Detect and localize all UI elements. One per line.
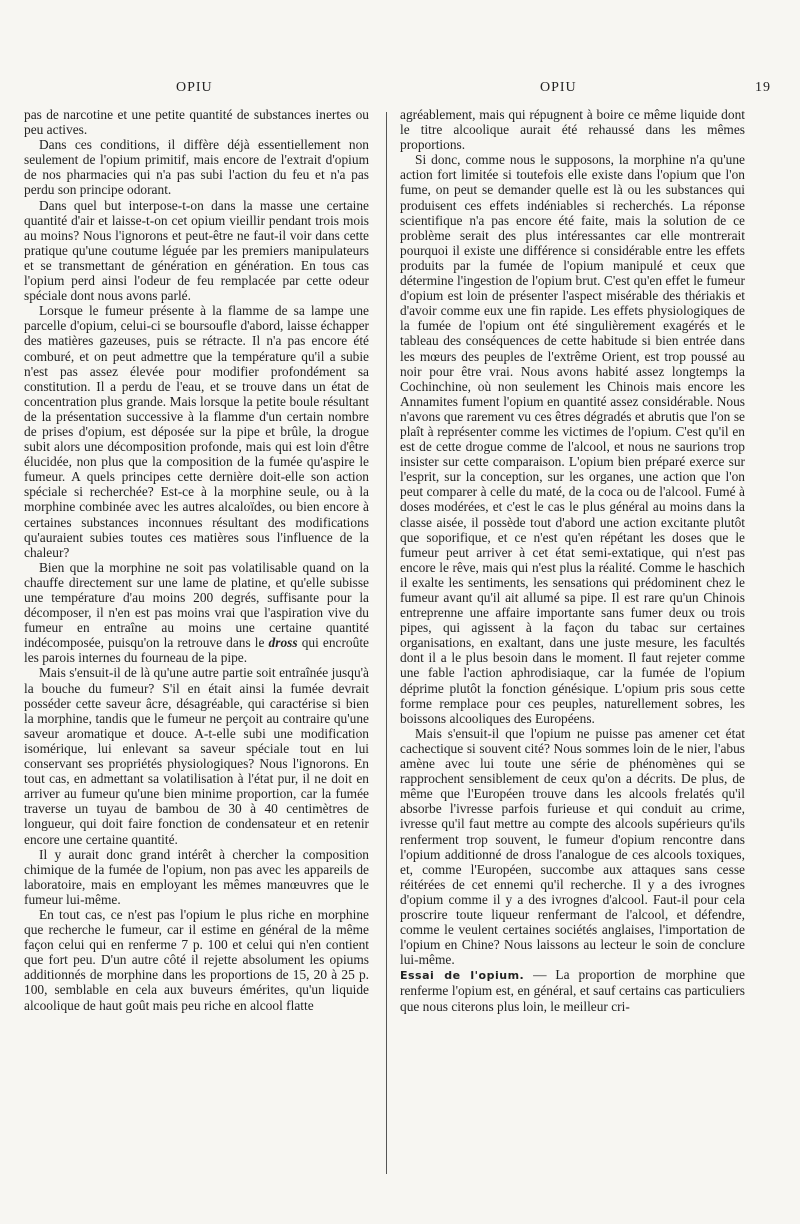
paragraph: Lorsque le fumeur présente à la flamme de sa lampe une parcelle d'opium, celui-ci se boursoufle d'abord, laisse échapper des matières gazeuses, puis se rétracte. Il n'a pas encore été comburé, et on peut admettre que la température qu'il a subie n'est pas assez élevée pour modifier profondément sa constitution. Il a perdu de l'eau, et se trouve dans un état de concentration plus grande. Mais lorsque la petite boule résultant de la présentation successive à la flamme d'un certain nombre de prises d'opium, est déposée sur la pipe et brûle, la drogue subit alors une décomposition profonde, mais qui est loin d'être élucidée, non plus que la composition de la fumée qu'aspire le fumeur. A quels principes cette dernière doit-elle son action spéciale si recherchée? Est-ce à la morphine seule, ou à la morphine combinée avec les autres alcaloïdes, ou bien encore à certaines substances inconnues résultant des modifications qu'auraient subies toutes ces matières sous l'influence de la chaleur? — [24, 303, 369, 560]
paragraph: pas de narcotine et une petite quantité de substances inertes ou peu actives. — [24, 107, 369, 138]
right-running-head: OPIU — [540, 80, 577, 95]
paragraph: Dans ces conditions, il diffère déjà essentiellement non seulement de l'opium primitif, mais encore de l'extrait d'opium de nos pharmacies qui n'a pas subi l'action du feu et n'a pas perdu son principe odorant. — [24, 137, 369, 198]
paragraph: En tout cas, ce n'est pas l'opium le plus riche en morphine que recherche le fumeur, car il estime en général de la même façon celui qui en renferme 7 p. 100 et celui qui n'en contient que fort peu. D'un autre côté il rejette absolument les opiums additionnés de morphine dans les proportions de 15, 20 à 25 p. 100, semblable en cela aux buveurs émérites, qu'un liquide alcoolique de haut goût mais peu riche en alcool flatte — [24, 906, 369, 1013]
section-paragraph — [400, 967, 745, 1013]
left-running-head: OPIU — [176, 80, 213, 95]
paragraph — [24, 560, 369, 666]
paragraph: agréablement, mais qui répugnent à boire ce même liquide dont le titre alcoolique aurait été rehaussé dans les mêmes proportions. — [400, 107, 745, 153]
page-number: 19 — [755, 80, 771, 95]
paragraph-text: — La proportion de morphine que renferme l'opium est, en général, et sauf certains cas particuliers que nous citerons plus loin, le meilleur cri- — [400, 967, 745, 1014]
paragraph: Il y aurait donc grand intérêt à chercher la composition chimique de la fumée de l'opium, non pas avec les appareils de laboratoire, mais en employant les mêmes manœuvres que le fumeur lui-même. — [24, 846, 369, 907]
section-title: Essai de l'opium. — [400, 969, 525, 983]
paragraph-text: qui encroûte les parois internes du fourneau de la pipe. — [24, 635, 369, 666]
paragraph: Dans quel but interpose-t-on dans la masse une certaine quantité d'air et laisse-t-on cet opium vieillir pendant trois mois au moins? Nous l'ignorons et peut-être ne faut-il voir dans cette pratique qu'une coutume léguée par les premiers manipulateurs et se transmettant de génération en génération. En tous cas l'opium perd ainsi l'odeur de feu remplacée par cette odeur spéciale dont nous avons parlé. — [24, 197, 369, 304]
right-column — [400, 107, 745, 1014]
paragraph: Mais s'ensuit-il de là qu'une autre partie soit entraînée jusqu'à la bouche du fumeur? S'il en était ainsi la fumée devrait posséder cette saveur âcre, désagréable, qui caractérise si bien la morphine, tandis que le fumeur ne perçoit au contraire qu'une saveur aromatique et douce. A-t-elle subi une modification isomérique, lui enlevant sa saveur spéciale tout en lui conservant ses propriétés physiologiques? Nous l'ignorons. En tout cas, en admettant sa volatilisation à l'état pur, il ne doit en arriver au fumeur qu'une bien minime proportion, car la fumée traverse un tuyau de bambou de 30 à 40 centimètres de longueur, qui doit faire fonction de condensateur et en retenir encore une certaine quantité. — [24, 665, 369, 847]
paragraph: Mais s'ensuit-il que l'opium ne puisse pas amener cet état cachectique si souvent cité? Nous sommes loin de le nier, l'abus amène avec lui toute une série de phénomènes qui se rapprochent sensiblement de ceux qu'on a décrits. De plus, de même que l'Européen trouve dans les alcools frelatés qu'il absorbe l'ivresse parfois furieuse et qui conduit au crime, ivresse qu'il faut mettre au compte des alcools supérieurs qu'ils renferment trop souvent, le fumeur d'opium rencontre dans l'opium additionné de dross l'analogue de ces alcools toxiques, et, comme l'Européen, succombe aux attaques sans cesse réitérées de cet ennemi qu'il recherche. Il y a des ivrognes d'opium comme il y a des ivrognes d'alcool. Faut-il pour cela proscrire toute liqueur renfermant de l'alcool, et défendre, comme le veulent certaines sociétés anglaises, l'importation de l'opium en Chine? Nous laissons au lecteur le soin de conclure lui-même. — [400, 725, 745, 968]
paragraph-text: Bien que la morphine ne soit pas volatilisable quand on la chauffe directement sur une lame de platine, et qu'elle subisse une température d'au moins 200 degrés, suffisante pour la décomposer, il n'en est pas moins vrai que l'aspiration vive du fumeur en entraîne au moins une certaine quantité indécomposée, puisqu'on la retrouve dans le — [24, 559, 369, 651]
paragraph: Si donc, comme nous le supposons, la morphine n'a qu'une action fort limitée si toutefois elle existe dans l'opium que l'on fume, on peut se demander quelle est là ou les substances qui produisent ces effets indéniables si recherchés. La réponse scientifique n'a pas encore été faite, mais la solution de ce problème serait des plus intéressantes car elle montrerait pourquoi il existe une différence si considérable entre les effets produits par la fumée de l'opium manipulé et ceux que détermine l'ingestion de l'opium brut. C'est qu'en effet le fumeur d'opium est loin de présenter l'aspect misérable des thériakis et d'avoir comme eux une fin rapide. Les effets physiologiques de la fumée de l'opium ont été singulièrement exagérés et le tableau des conséquences de cette habitude si bien entrée dans les mœurs des peuples de l'extrême Orient, est trop poussé au noir pour être vrai. Nous avons habité assez longtemps la Cochinchine, où non seulement les Chinois mais encore les Annamites fument l'opium en quantité assez considérable. Nous n'avons que rarement vu ces êtres dégradés et abrutis que l'on se plaît à représenter comme les victimes de l'opium. C'est qu'il en est de cette drogue comme de l'alcool, et nous ne saurions trop insister sur cette comparaison. L'opium bien préparé exerce sur l'esprit, sur la conception, sur les organes, une action que l'on peut comparer à celle du maté, de la coca ou de l'alcool. Fumé à doses modérées, et c'est le cas le plus général au moins dans la classe aisée, il possède tout d'abord une action excitante plutôt que soporifique, et ce n'est qu'en répétant les doses que le fumeur peut arriver à cet état semi-extatique, qui n'est pas encore le rêve, mais qui n'est plus la réalité. Comme le haschich il exalte les sentiments, les sensations qui prédominent chez le fumeur avant qu'il ait allumé sa pipe. Il est rare qu'un Chinois entreprenne une affaire importante sans fumer deux ou trois pipes, qui agissent à la façon du tabac sur certaines organisations, en exaltant, dans une juste mesure, les facultés dont il a le plus besoin dans le moment. Il faut rejeter comme une fable l'action aphrodisiaque, car la fumée de l'opium déprime plutôt la fonction génésique. L'opium pris sous cette forme remplace pour ces peuples, naturellement sobres, les boissons alcooliques des Européens. — [400, 152, 745, 726]
left-column — [24, 107, 369, 1013]
column-divider — [386, 112, 387, 1174]
emphasis-dross: dross — [268, 635, 298, 651]
